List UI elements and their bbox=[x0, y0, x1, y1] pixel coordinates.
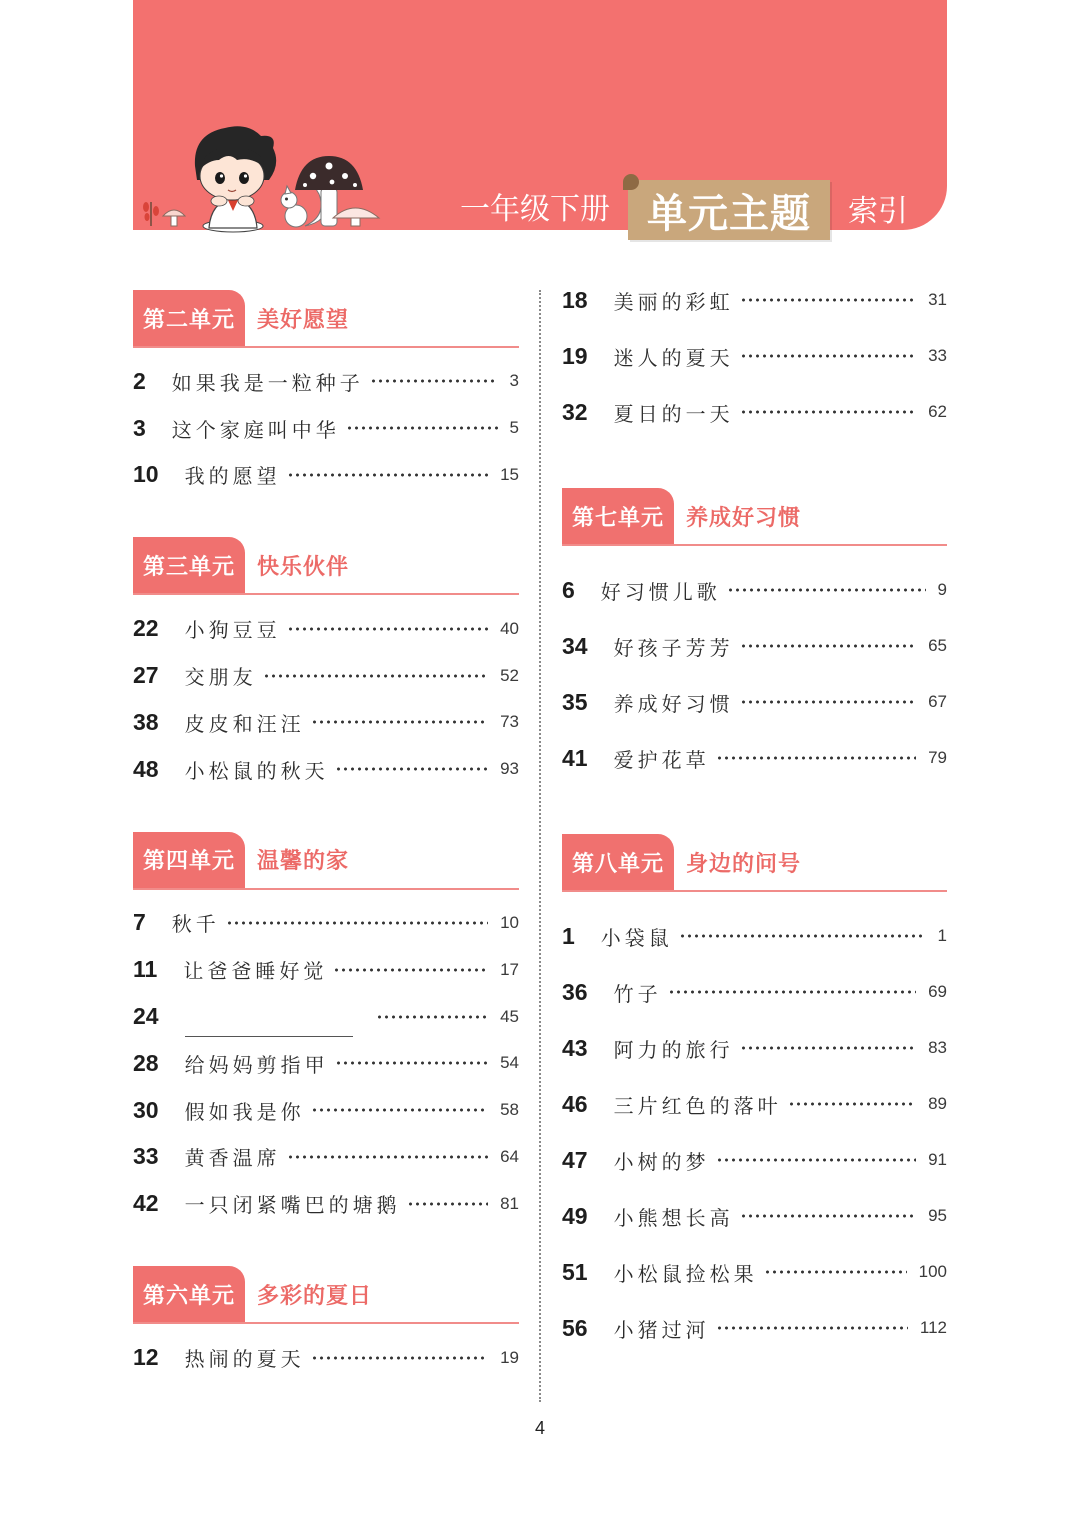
unit-label: 第六单元 bbox=[133, 1266, 245, 1322]
lesson-title: 三片红色的落叶 bbox=[613, 1093, 782, 1118]
dot-leader bbox=[740, 1213, 916, 1219]
dot-leader bbox=[287, 626, 488, 632]
lesson-number: 10 bbox=[133, 461, 159, 488]
lesson-title: 爱护花草 bbox=[613, 747, 710, 772]
page-number: 69 bbox=[928, 982, 947, 1001]
lesson-title: 热闹的夏天 bbox=[184, 1347, 305, 1372]
dot-leader bbox=[668, 989, 916, 995]
lesson-number: 56 bbox=[562, 1314, 588, 1341]
page-number: 93 bbox=[500, 759, 519, 779]
unit-label: 第八单元 bbox=[562, 834, 674, 890]
lesson-number: 1 bbox=[562, 922, 575, 949]
dot-leader bbox=[335, 1060, 488, 1066]
unit-section bbox=[562, 488, 947, 786]
dot-leader bbox=[263, 673, 488, 679]
unit-title: 快乐伙伴 bbox=[257, 554, 350, 580]
lesson-list bbox=[562, 908, 947, 1356]
right-column bbox=[562, 272, 947, 1356]
lesson-row bbox=[562, 1188, 947, 1244]
dot-leader bbox=[740, 699, 916, 705]
small-mushroom-icon bbox=[163, 210, 185, 226]
page-number: 73 bbox=[500, 712, 519, 732]
lesson-row bbox=[133, 405, 519, 452]
page-number: 62 bbox=[928, 402, 947, 421]
page-number: 45 bbox=[500, 1006, 519, 1026]
dot-leader bbox=[727, 587, 926, 593]
dot-leader bbox=[370, 378, 498, 384]
page-number: 79 bbox=[928, 748, 947, 767]
lesson-number: 36 bbox=[562, 978, 588, 1005]
dot-leader bbox=[226, 920, 488, 926]
dot-leader bbox=[716, 755, 916, 761]
page-number: 58 bbox=[500, 1100, 519, 1120]
lesson-number: 7 bbox=[133, 909, 146, 936]
lesson-row bbox=[562, 730, 947, 786]
dot-leader bbox=[407, 1201, 488, 1207]
lesson-title: 小松鼠的秋天 bbox=[184, 758, 329, 783]
lesson-number: 47 bbox=[562, 1146, 588, 1173]
page-number: 64 bbox=[500, 1146, 519, 1166]
lesson-title: 黄香温席 bbox=[184, 1146, 281, 1171]
blank-title-line bbox=[185, 1022, 353, 1037]
lesson-title: 我的愿望 bbox=[184, 464, 281, 489]
lesson-row bbox=[133, 452, 519, 499]
lesson-row bbox=[133, 746, 519, 793]
lesson-row bbox=[562, 272, 947, 328]
lesson-number: 38 bbox=[133, 708, 159, 735]
lesson-number: 2 bbox=[133, 367, 146, 394]
lesson-number: 35 bbox=[562, 688, 588, 715]
page-number: 54 bbox=[500, 1053, 519, 1073]
lesson-number: 32 bbox=[562, 398, 588, 425]
lesson-row bbox=[133, 900, 519, 947]
lesson-title: 美丽的彩虹 bbox=[613, 289, 734, 314]
page-number: 31 bbox=[928, 290, 947, 309]
dot-leader bbox=[335, 766, 488, 772]
lesson-title: 小树的梦 bbox=[613, 1149, 710, 1174]
dot-leader bbox=[376, 1014, 488, 1020]
unit-title: 温馨的家 bbox=[257, 849, 350, 875]
unit-section bbox=[133, 1266, 519, 1381]
lesson-list bbox=[562, 562, 947, 786]
page-number: 9 bbox=[937, 580, 947, 599]
lesson-row bbox=[562, 1244, 947, 1300]
lesson-title: 迷人的夏天 bbox=[613, 345, 734, 370]
page-number: 65 bbox=[928, 636, 947, 655]
lesson-title: 小袋鼠 bbox=[600, 925, 673, 950]
lesson-row bbox=[562, 384, 947, 440]
page-number: 5 bbox=[509, 418, 519, 438]
lesson-title: 小狗豆豆 bbox=[184, 618, 281, 643]
lesson-row bbox=[562, 908, 947, 964]
lesson-row bbox=[133, 1040, 519, 1087]
lesson-list bbox=[133, 358, 519, 498]
sprig-icon bbox=[143, 202, 159, 226]
header-illustration bbox=[133, 118, 393, 233]
lesson-number: 24 bbox=[133, 1003, 159, 1030]
lesson-title: 让爸爸睡好觉 bbox=[183, 959, 328, 984]
lesson-number: 12 bbox=[133, 1344, 159, 1371]
lesson-row bbox=[133, 993, 519, 1040]
unit-section bbox=[562, 834, 947, 1356]
lesson-number: 19 bbox=[562, 342, 588, 369]
lesson-row bbox=[133, 652, 519, 699]
lesson-title: 好习惯儿歌 bbox=[600, 579, 721, 604]
badge-fold bbox=[623, 174, 639, 190]
page-number: 1 bbox=[937, 926, 947, 945]
page-number: 52 bbox=[500, 665, 519, 685]
unit-label: 第四单元 bbox=[133, 832, 245, 888]
unit-section bbox=[133, 832, 519, 1228]
dot-leader bbox=[764, 1269, 907, 1275]
page-number: 67 bbox=[928, 692, 947, 711]
lesson-number: 27 bbox=[133, 662, 159, 689]
dot-leader bbox=[311, 1355, 488, 1361]
unit-header bbox=[133, 1266, 519, 1324]
lesson-row bbox=[562, 964, 947, 1020]
theme-badge bbox=[628, 180, 830, 240]
dot-leader bbox=[740, 643, 916, 649]
unit-header bbox=[133, 290, 519, 348]
dot-leader bbox=[716, 1157, 916, 1163]
lesson-number: 34 bbox=[562, 632, 588, 659]
lesson-title: 养成好习惯 bbox=[613, 691, 734, 716]
dot-leader bbox=[788, 1101, 916, 1107]
lesson-row bbox=[133, 358, 519, 405]
lesson-title: 秋千 bbox=[171, 912, 220, 937]
lesson-number: 43 bbox=[562, 1034, 588, 1061]
lesson-list bbox=[133, 1334, 519, 1381]
dot-leader bbox=[740, 409, 916, 415]
lesson-title: 小松鼠捡松果 bbox=[613, 1261, 758, 1286]
page-number: 112 bbox=[919, 1318, 947, 1337]
lesson-list bbox=[133, 605, 519, 792]
lesson-row bbox=[133, 946, 519, 993]
lesson-title: 如果我是一粒种子 bbox=[171, 370, 364, 395]
unit-section bbox=[133, 537, 519, 792]
lesson-list bbox=[562, 272, 947, 440]
lesson-title: 交朋友 bbox=[184, 665, 257, 690]
dot-leader bbox=[333, 967, 488, 973]
lesson-title: 小熊想长高 bbox=[613, 1205, 734, 1230]
unit-label: 第二单元 bbox=[133, 290, 245, 346]
grade-title: 一年级下册 bbox=[460, 192, 610, 227]
left-column bbox=[133, 290, 519, 1381]
index-title: 索引 bbox=[848, 194, 908, 229]
dot-leader bbox=[740, 353, 916, 359]
lesson-number: 3 bbox=[133, 414, 146, 441]
lesson-title: 竹子 bbox=[613, 981, 662, 1006]
lesson-title: 小猪过河 bbox=[613, 1317, 710, 1342]
unit-header bbox=[133, 537, 519, 595]
lesson-list bbox=[133, 900, 519, 1228]
lesson-title: 假如我是你 bbox=[184, 1099, 305, 1124]
dot-leader bbox=[740, 1045, 916, 1051]
unit-title: 养成好习惯 bbox=[686, 505, 802, 531]
unit-title: 身边的问号 bbox=[686, 851, 802, 877]
lesson-number: 46 bbox=[562, 1090, 588, 1117]
dot-leader bbox=[679, 933, 926, 939]
mushroom-icon bbox=[333, 208, 379, 226]
lesson-number: 41 bbox=[562, 744, 588, 771]
unit-header bbox=[562, 488, 947, 546]
unit-label: 第七单元 bbox=[562, 488, 674, 544]
lesson-row bbox=[133, 699, 519, 746]
unit-header bbox=[133, 832, 519, 890]
lesson-title: 皮皮和汪汪 bbox=[184, 711, 305, 736]
lesson-row bbox=[133, 605, 519, 652]
page-number: 19 bbox=[500, 1347, 519, 1367]
column-divider bbox=[539, 290, 541, 1402]
lesson-row bbox=[562, 1132, 947, 1188]
page-footer-number: 4 bbox=[534, 1418, 545, 1438]
lesson-row bbox=[562, 562, 947, 618]
boy-icon bbox=[195, 126, 276, 232]
lesson-number: 28 bbox=[133, 1049, 159, 1076]
dot-leader bbox=[311, 1107, 488, 1113]
page-number: 83 bbox=[928, 1038, 947, 1057]
dot-leader bbox=[716, 1325, 908, 1331]
lesson-row bbox=[562, 1076, 947, 1132]
lesson-title: 阿力的旅行 bbox=[613, 1037, 734, 1062]
lesson-number: 11 bbox=[133, 956, 158, 983]
theme-title: 单元主题 bbox=[647, 190, 811, 237]
dot-leader bbox=[287, 472, 488, 478]
lesson-row bbox=[133, 1087, 519, 1134]
page-number: 100 bbox=[918, 1262, 947, 1281]
lesson-number: 49 bbox=[562, 1202, 588, 1229]
lesson-number: 33 bbox=[133, 1143, 159, 1170]
lesson-title: 这个家庭叫中华 bbox=[171, 417, 340, 442]
lesson-row bbox=[133, 1180, 519, 1227]
lesson-row bbox=[562, 1020, 947, 1076]
page-number: 17 bbox=[500, 959, 519, 979]
page-number: 3 bbox=[509, 371, 519, 391]
lesson-title: 好孩子芳芳 bbox=[613, 635, 734, 660]
page-number: 33 bbox=[928, 346, 947, 365]
unit-label: 第三单元 bbox=[133, 537, 245, 593]
page-number: 15 bbox=[500, 464, 519, 484]
dot-leader bbox=[346, 425, 498, 431]
unit-title: 美好愿望 bbox=[257, 307, 350, 333]
lesson-number: 18 bbox=[562, 286, 588, 313]
page-number: 40 bbox=[500, 618, 519, 638]
dot-leader bbox=[740, 297, 916, 303]
lesson-row bbox=[562, 1300, 947, 1356]
lesson-number: 30 bbox=[133, 1096, 159, 1123]
lesson-row bbox=[133, 1134, 519, 1181]
lesson-title: 一只闭紧嘴巴的塘鹅 bbox=[184, 1193, 401, 1218]
lesson-number: 48 bbox=[133, 755, 159, 782]
lesson-title: 夏日的一天 bbox=[613, 401, 734, 426]
unit-header bbox=[562, 834, 947, 892]
lesson-row bbox=[562, 674, 947, 730]
lesson-number: 42 bbox=[133, 1190, 159, 1217]
lesson-title: 给妈妈剪指甲 bbox=[184, 1052, 329, 1077]
dot-leader bbox=[311, 719, 488, 725]
dot-leader bbox=[287, 1154, 488, 1160]
lesson-row bbox=[133, 1334, 519, 1381]
page-number: 81 bbox=[500, 1193, 519, 1213]
page-number: 91 bbox=[928, 1150, 947, 1169]
lesson-number: 51 bbox=[562, 1258, 588, 1285]
lesson-number: 22 bbox=[133, 615, 159, 642]
unit-title: 多彩的夏日 bbox=[257, 1283, 373, 1309]
lesson-row bbox=[562, 328, 947, 384]
lesson-row bbox=[562, 618, 947, 674]
page-number: 89 bbox=[928, 1094, 947, 1113]
lesson-number: 6 bbox=[562, 576, 575, 603]
page-number: 95 bbox=[928, 1206, 947, 1225]
page-number: 10 bbox=[500, 912, 519, 932]
unit-section bbox=[133, 290, 519, 498]
